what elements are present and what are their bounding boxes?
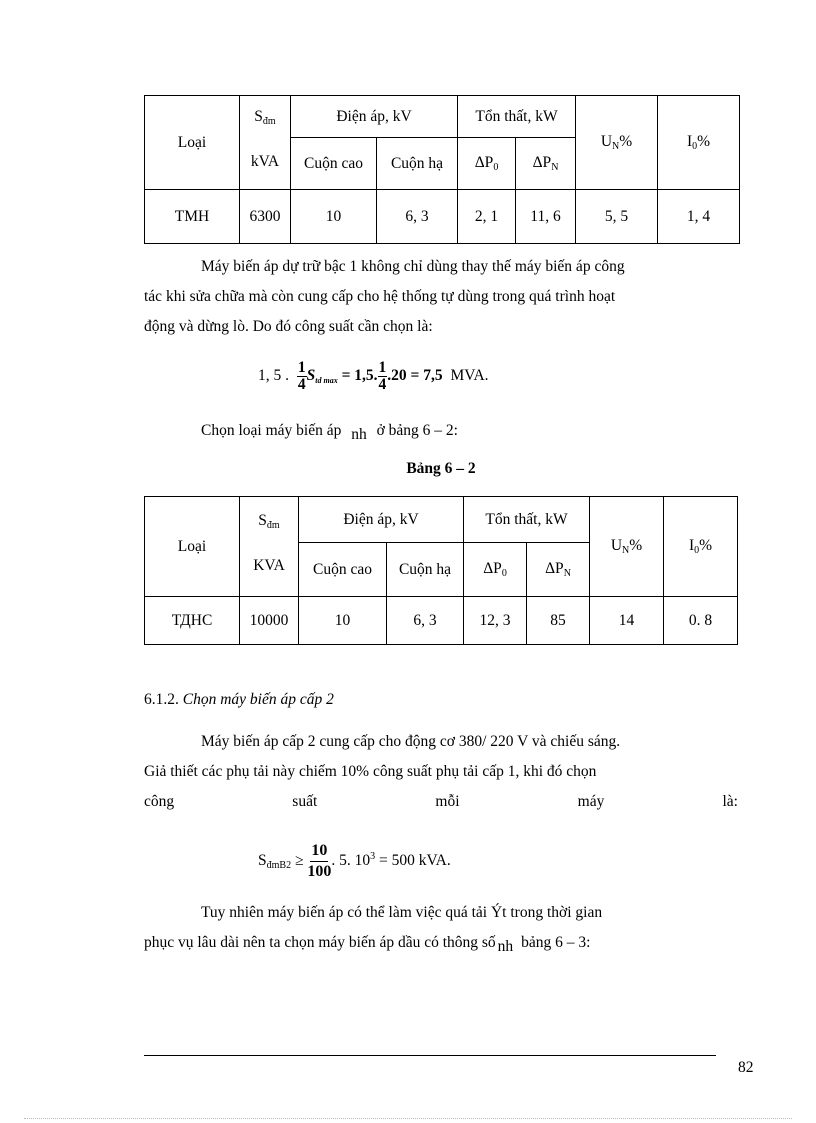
table-row <box>145 190 740 244</box>
paragraph-line: tác khi sửa chữa mà còn cung cấp cho hệ thống tự dùng trong quá trình hoạt <box>144 288 616 305</box>
paragraph-line: Máy biến áp dự trữ bậc 1 không chỉ dùng thay thế máy biến áp công <box>201 258 625 275</box>
cell-pn: 11, 6 <box>516 190 576 244</box>
header-low-voltage: Cuộn hạ <box>377 138 458 190</box>
paragraph-line: Tuy nhiên máy biến áp có thể làm việc quá tải Ýt trong thời gian <box>201 904 603 921</box>
header-type: Loại <box>145 497 240 597</box>
formula-backup-power: 1, 5 . $\frac{1}{4}$ $S_{td max} = 1,5$. $\frac{1}{4}$ .20 = 7,5 MVA. <box>258 358 489 393</box>
header-i0: $I_0\%$ <box>664 497 738 597</box>
paragraph-line: Giả thiết các phụ tải này chiếm 10% công suất phụ tải cấp 1, khi đó chọn <box>144 763 597 780</box>
cell-high-voltage: 10 <box>299 597 387 645</box>
header-pn: $\Delta P_N$ <box>527 543 590 597</box>
formula-level2-power: $S_{đmB2}$ ≥ $\frac{10}{100}$ . 5. $10^3 = 500$ kVA. <box>258 841 451 880</box>
paragraph-level2-transformer <box>144 727 738 817</box>
header-rated-power: $S_{đm}$ KVA <box>240 497 299 597</box>
transformer-table-2 <box>144 496 738 645</box>
cell-rated-power: 6300 <box>240 190 291 244</box>
paragraph-line: công suất mỗi máy là: <box>144 793 738 810</box>
cell-high-voltage: 10 <box>291 190 377 244</box>
choose-transformer-line: Chọn loại máy biến áp nh ở bảng 6 – 2: <box>201 422 458 443</box>
header-type: Loại <box>145 96 240 190</box>
paragraph-line: động và dừng lò. Do đó công suất cần chọn là: <box>144 318 433 335</box>
header-i0: $I_0\%$ <box>658 96 740 190</box>
header-loss: Tổn thất, kW <box>458 96 576 138</box>
fraction: $\frac{1}{4}$ <box>297 358 306 393</box>
transformer-table-1 <box>144 95 740 244</box>
paragraph-line: phục vụ lâu dài nên ta chọn máy biến áp dầu có thông số nh bảng 6 – 3: <box>144 934 591 955</box>
footer-rule <box>144 1055 716 1056</box>
cell-rated-power: 10000 <box>240 597 299 645</box>
header-p0: $\Delta P_0$ <box>464 543 527 597</box>
header-un: $U_N\%$ <box>576 96 658 190</box>
paragraph-line: Máy biến áp cấp 2 cung cấp cho động cơ 380/ 220 V và chiếu sáng. <box>201 733 621 750</box>
cell-type: TMH <box>145 190 240 244</box>
header-p0: $\Delta P_0$ <box>458 138 516 190</box>
header-low-voltage: Cuộn hạ <box>387 543 464 597</box>
cell-p0: 2, 1 <box>458 190 516 244</box>
cell-i0: 0. 8 <box>664 597 738 645</box>
table-caption: Bảng 6 – 2 <box>406 460 476 477</box>
header-un: $U_N\%$ <box>590 497 664 597</box>
header-high-voltage: Cuộn cao <box>291 138 377 190</box>
header-rated-power: $S_{đm}$ kVA <box>240 96 291 190</box>
cell-un: 14 <box>590 597 664 645</box>
section-heading: 6.1.2. Chọn máy biến áp cấp 2 <box>144 691 334 708</box>
header-high-voltage: Cuộn cao <box>299 543 387 597</box>
paragraph-overload <box>144 898 738 958</box>
page-edge-rule <box>24 1118 792 1119</box>
cell-p0: 12, 3 <box>464 597 527 645</box>
cell-low-voltage: 6, 3 <box>387 597 464 645</box>
paragraph-backup-transformer <box>144 252 738 342</box>
fraction: $\frac{10}{100}$ <box>307 841 332 880</box>
header-pn: $\Delta P_N$ <box>516 138 576 190</box>
fraction: $\frac{1}{4}$ <box>378 358 387 393</box>
page-number: 82 <box>738 1059 754 1076</box>
cell-type: ТДНС <box>145 597 240 645</box>
table-row <box>145 597 738 645</box>
cell-pn: 85 <box>527 597 590 645</box>
cell-i0: 1, 4 <box>658 190 740 244</box>
header-loss: Tổn thất, kW <box>464 497 590 543</box>
cell-low-voltage: 6, 3 <box>377 190 458 244</box>
cell-un: 5, 5 <box>576 190 658 244</box>
header-voltage: Điện áp, kV <box>299 497 464 543</box>
header-voltage: Điện áp, kV <box>291 96 458 138</box>
